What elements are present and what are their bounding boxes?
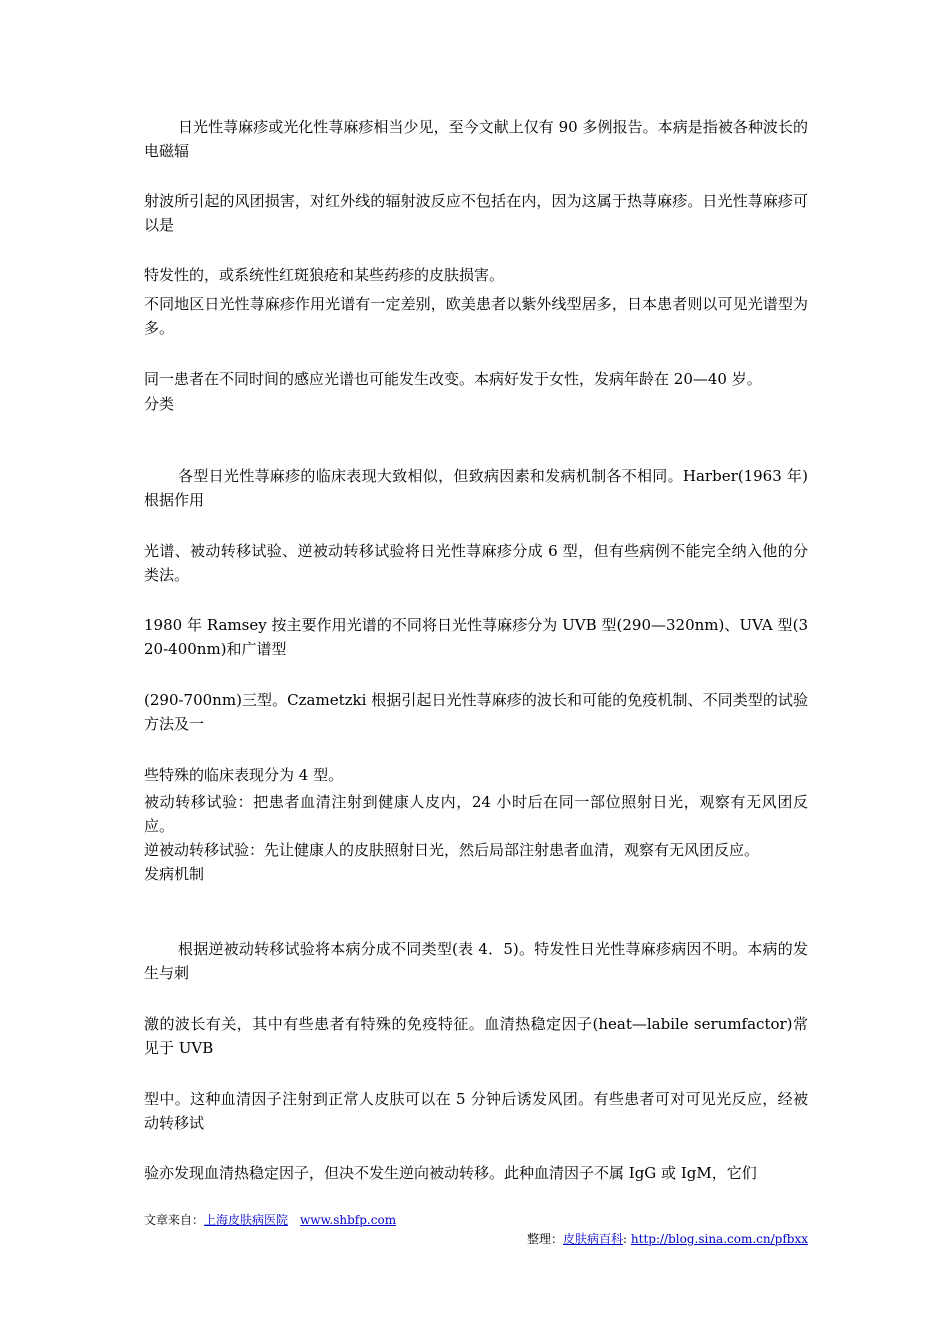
footer-editor	[527, 1231, 808, 1247]
paragraph-passive-transfer: 被动转移试验：把患者血清注射到健康人皮内，24 小时后在同一部位照射日光，观察有无风团反应。	[144, 793, 808, 835]
paragraph-intro-5: 同一患者在不同时间的感应光谱也可能发生改变。本病好发于女性，发病年龄在 20—40 岁。	[144, 370, 762, 388]
paragraph-pathogenesis-3: 型中。这种血清因子注射到正常人皮肤可以在 5 分钟后诱发风团。有些患者可对可见光反应，经被动转移试	[144, 1090, 808, 1132]
footer-editor-link[interactable]: 皮肤病百科	[563, 1232, 624, 1246]
paragraph-intro-3: 特发性的，或系统性红斑狼疮和某些药疹的皮肤损害。	[144, 266, 505, 284]
footer-source-label: 文章来自：	[144, 1213, 205, 1227]
paragraph-intro-1: 日光性荨麻疹或光化性荨麻疹相当少见，至今文献上仅有 90 多例报告。本病是指被各种波长的电磁辐	[144, 118, 808, 160]
footer-source-url-link[interactable]: www.shbfp.com	[300, 1213, 397, 1227]
paragraph-reverse-passive-transfer: 逆被动转移试验：先让健康人的皮肤照射日光，然后局部注射患者血清，观察有无风团反应。	[144, 841, 760, 859]
section-heading-pathogenesis: 发病机制	[144, 865, 205, 883]
section-heading-classification: 分类	[144, 395, 175, 413]
paragraph-classification-1: 各型日光性荨麻疹的临床表现大致相似，但致病因素和发病机制各不相同。Harber(1963 年)根据作用	[144, 467, 808, 509]
paragraph-pathogenesis-2: 激的波长有关，其中有些患者有特殊的免疫特征。血清热稳定因子(heat—labile serumfactor)常见于 UVB	[144, 1015, 808, 1057]
paragraph-classification-4: (290-700nm)三型。Czametzki 根据引起日光性荨麻疹的波长和可能的免疫机制、不同类型的试验方法及一	[144, 691, 808, 733]
paragraph-intro-4: 不同地区日光性荨麻疹作用光谱有一定差别，欧美患者以紫外线型居多，日本患者则以可见光谱型为多。	[144, 295, 808, 337]
footer-editor-label: 整理：	[527, 1232, 564, 1246]
paragraph-pathogenesis-1: 根据逆被动转移试验将本病分成不同类型(表 4．5)。特发性日光性荨麻疹病因不明。本病的发生与刺	[144, 940, 808, 982]
paragraph-intro-2: 射波所引起的风团损害，对红外线的辐射波反应不包括在内，因为这属于热荨麻疹。日光性荨麻疹可以是	[144, 192, 808, 234]
footer-editor-separator: :	[623, 1232, 628, 1246]
paragraph-pathogenesis-4: 验亦发现血清热稳定因子，但决不发生逆向被动转移。此种血清因子不属 IgG 或 IgM，它们	[144, 1164, 757, 1182]
footer-editor-url-link[interactable]: http://blog.sina.com.cn/pfbxx	[630, 1232, 808, 1246]
paragraph-classification-2: 光谱、被动转移试验、逆被动转移试验将日光性荨麻疹分成 6 型，但有些病例不能完全纳入他的分类法。	[144, 542, 808, 584]
footer-source-link[interactable]: 上海皮肤病医院	[204, 1213, 289, 1227]
paragraph-classification-5: 些特殊的临床表现分为 4 型。	[144, 766, 344, 784]
paragraph-classification-3: 1980 年 Ramsey 按主要作用光谱的不同将日光性荨麻疹分为 UVB 型(290—320nm)、UVA 型(320-400nm)和广谱型	[144, 616, 808, 658]
footer-source	[144, 1212, 396, 1228]
